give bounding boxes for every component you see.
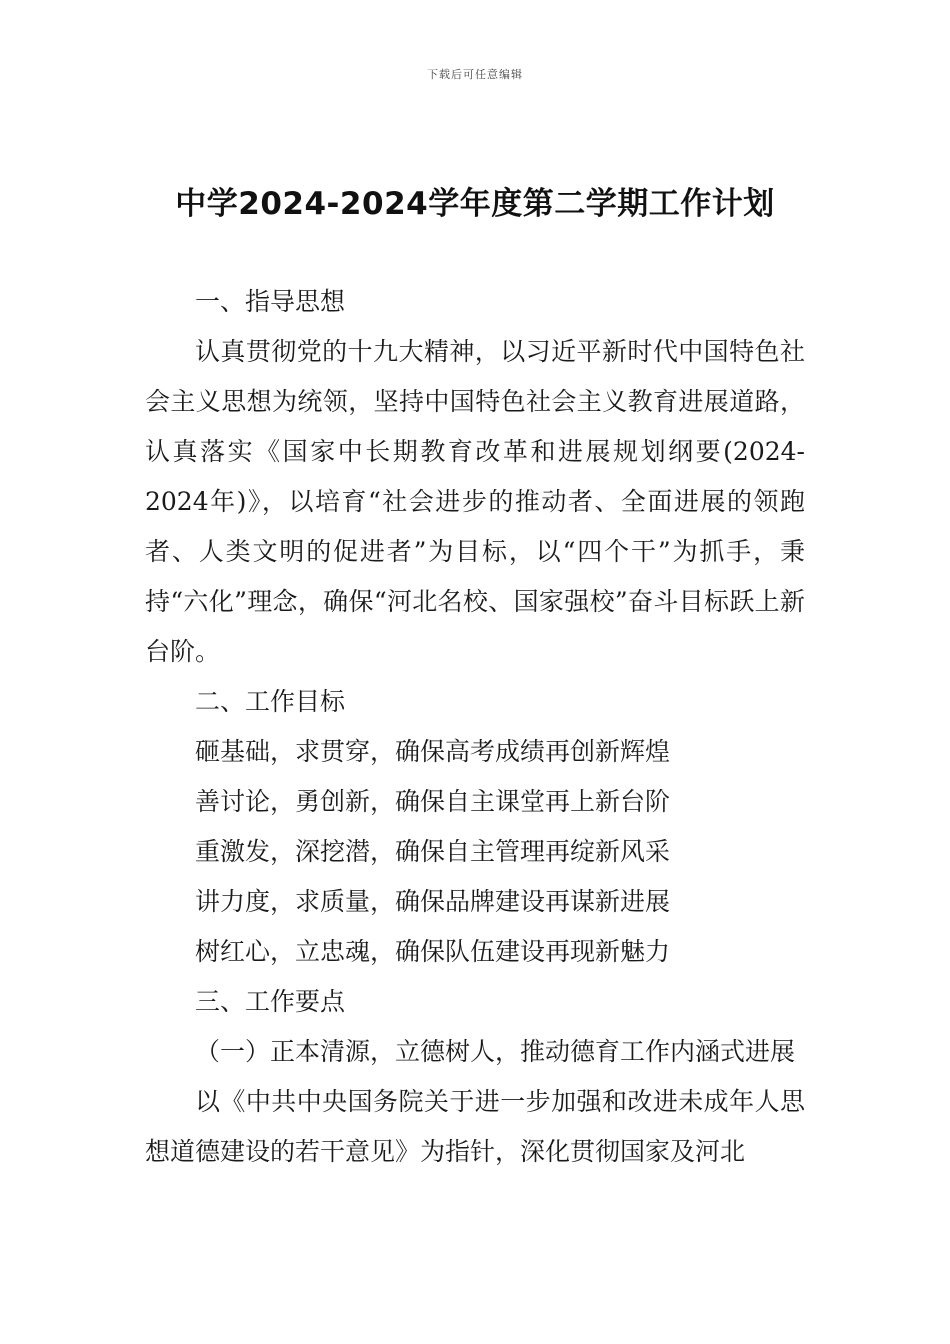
section-heading: 三、工作要点 <box>195 987 346 1016</box>
goal-line: 讲力度，求质量，确保品牌建设再谋新进展 <box>195 887 671 916</box>
paragraph: 认真贯彻党的十九大精神，以习近平新时代中国特色社会主义思想为统领，坚持中国特色社会主义教育进展道路，认真落实《国家中长期教育改革和进展规划纲要(2024-2024年)》，以培育“社会进步的推动者、全面进展的领跑者、人类文明的促进者”为目标，以“四个干”为抓手，秉持“六化”理念，确保“河北名校、国家强校”奋斗目标跃上新台阶。 <box>145 337 805 666</box>
document-body <box>145 277 805 1177</box>
paragraph: 以《中共中央国务院关于进一步加强和改进未成年人思想道德建设的若干意见》为指针，深化贯彻国家及河北 <box>145 1087 805 1166</box>
section-heading: 二、工作目标 <box>195 687 346 716</box>
goal-line: 树红心，立忠魂，确保队伍建设再现新魅力 <box>195 937 671 966</box>
goal-line: 砸基础，求贯穿，确保高考成绩再创新辉煌 <box>195 737 671 766</box>
goal-line: 重激发，深挖潜，确保自主管理再绽新风采 <box>195 837 671 866</box>
watermark-text: 下载后可任意编辑 <box>427 68 523 81</box>
goal-line: 善讨论，勇创新，确保自主课堂再上新台阶 <box>195 787 671 816</box>
document-title: 中学2024-2024学年度第二学期工作计划 <box>175 186 775 222</box>
subsection-heading: （一）正本清源，立德树人，推动德育工作内涵式进展 <box>195 1037 796 1066</box>
section-heading: 一、指导思想 <box>195 287 346 316</box>
